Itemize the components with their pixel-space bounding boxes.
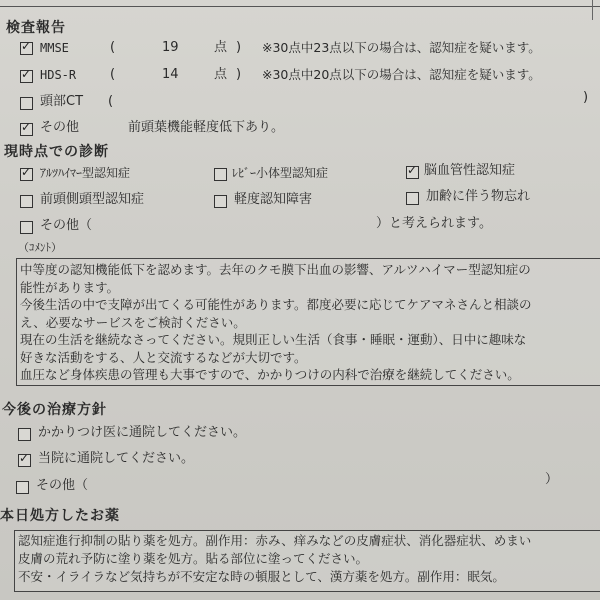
mmse-paren-close: ) bbox=[236, 40, 242, 55]
diagnosis-title: 現時点での診断 bbox=[4, 144, 109, 160]
mmse-note: ※30点中23点以下の場合は、認知症を疑います。 bbox=[262, 40, 541, 55]
dx-vascular-checkbox[interactable] bbox=[406, 166, 419, 179]
dx-mci-checkbox[interactable] bbox=[214, 195, 227, 208]
hdsr-paren-open: ( bbox=[110, 67, 116, 82]
tx-this-hospital-checkbox[interactable] bbox=[18, 454, 31, 467]
dx-lewy-checkbox[interactable] bbox=[214, 168, 227, 181]
exam-other-checkbox[interactable] bbox=[20, 123, 33, 136]
dx-other-close: ）と考えられます。 bbox=[376, 216, 492, 231]
comment-line: 好きな活動をする、人と交流するなどが大切です。 bbox=[20, 349, 307, 365]
dx-other-label: その他（ bbox=[40, 218, 93, 233]
comment-line: 現在の生活を継続なさってください。規則正しい生活（食事・睡眠・運動）、日中に趣味な bbox=[20, 332, 527, 347]
dx-aging-label: 加齢に伴う物忘れ bbox=[426, 189, 531, 204]
prescription-line: 不安・イライラなど気持ちが不安定な時の頓服として、漢方薬を処方。副作用：眠気。 bbox=[18, 569, 505, 584]
tx-family-doctor-checkbox[interactable] bbox=[18, 428, 31, 441]
head-ct-paren-open: ( bbox=[108, 94, 114, 109]
comment-line: 血圧など身体疾患の管理も大事ですので、かかりつけの内科で治療を継続してください。 bbox=[20, 367, 520, 382]
comment-line: 能性があります。 bbox=[20, 279, 120, 295]
dx-lewy-label: ﾚﾋﾞｰ小体型認知症 bbox=[232, 166, 329, 180]
prescription-line: 認知症進行抑制の貼り薬を処方。副作用：赤み、痒みなどの皮膚症状、消化器症状、めまい bbox=[18, 533, 532, 548]
dx-aging-checkbox[interactable] bbox=[406, 192, 419, 205]
tx-other-close: ） bbox=[545, 472, 559, 487]
mmse-checkbox[interactable] bbox=[20, 42, 33, 55]
tx-other-checkbox[interactable] bbox=[16, 481, 29, 494]
hdsr-unit: 点 bbox=[214, 67, 228, 82]
dx-other-checkbox[interactable] bbox=[20, 221, 33, 234]
dx-vascular-label: 脳血管性認知症 bbox=[424, 163, 516, 178]
prescription-title: 本日処方したお薬 bbox=[0, 508, 120, 524]
right-border-line bbox=[592, 0, 593, 20]
mmse-score: 19 bbox=[162, 40, 179, 55]
exam-other-label: その他 bbox=[40, 120, 80, 135]
tx-other-label: その他（ bbox=[36, 478, 89, 493]
dx-alzheimer-checkbox[interactable] bbox=[20, 168, 33, 181]
mmse-label: MMSE bbox=[40, 41, 69, 55]
head-ct-label: 頭部CT bbox=[40, 94, 84, 109]
exam-other-value: 前頭葉機能軽度低下あり。 bbox=[128, 120, 285, 135]
hdsr-paren-close: ) bbox=[236, 67, 242, 82]
head-ct-paren-close: ) bbox=[583, 90, 589, 105]
hdsr-note: ※30点中20点以下の場合は、認知症を疑います。 bbox=[262, 67, 541, 82]
prescription-line: 皮膚の荒れ予防に塗り薬を処方。貼る部位に塗ってください。 bbox=[18, 551, 369, 566]
dx-alzheimer-label: ｱﾙﾂﾊｲﾏｰ型認知症 bbox=[40, 166, 131, 180]
comment-label: （ｺﾒﾝﾄ） bbox=[18, 241, 62, 254]
treatment-title: 今後の治療方針 bbox=[2, 402, 107, 418]
comment-line: え、必要なサービスをご検討ください。 bbox=[20, 314, 246, 330]
tx-this-hospital-label: 当院に通院してください。 bbox=[38, 451, 195, 466]
comment-line: 中等度の認知機能低下を認めます。去年のクモ膜下出血の影響、アルツハイマー型認知症の bbox=[20, 262, 531, 277]
top-border-line bbox=[0, 0, 600, 7]
hdsr-checkbox[interactable] bbox=[20, 70, 33, 83]
dx-ftd-checkbox[interactable] bbox=[20, 195, 33, 208]
hdsr-label: HDS-R bbox=[40, 68, 77, 82]
mmse-unit: 点 bbox=[214, 40, 228, 55]
dx-ftd-label: 前頭側頭型認知症 bbox=[40, 192, 145, 207]
prescription-box bbox=[14, 530, 600, 592]
comment-line: 今後生活の中で支障が出てくる可能性があります。都度必要に応じてケアマネさんと相談の bbox=[20, 297, 532, 312]
tx-family-doctor-label: かかりつけ医に通院してください。 bbox=[38, 425, 247, 440]
comment-box bbox=[16, 258, 600, 386]
head-ct-checkbox[interactable] bbox=[20, 97, 33, 110]
hdsr-score: 14 bbox=[162, 67, 179, 82]
dx-mci-label: 軽度認知障害 bbox=[234, 192, 313, 207]
exam-report-title: 検査報告 bbox=[6, 20, 66, 36]
mmse-paren-open: ( bbox=[110, 40, 116, 55]
